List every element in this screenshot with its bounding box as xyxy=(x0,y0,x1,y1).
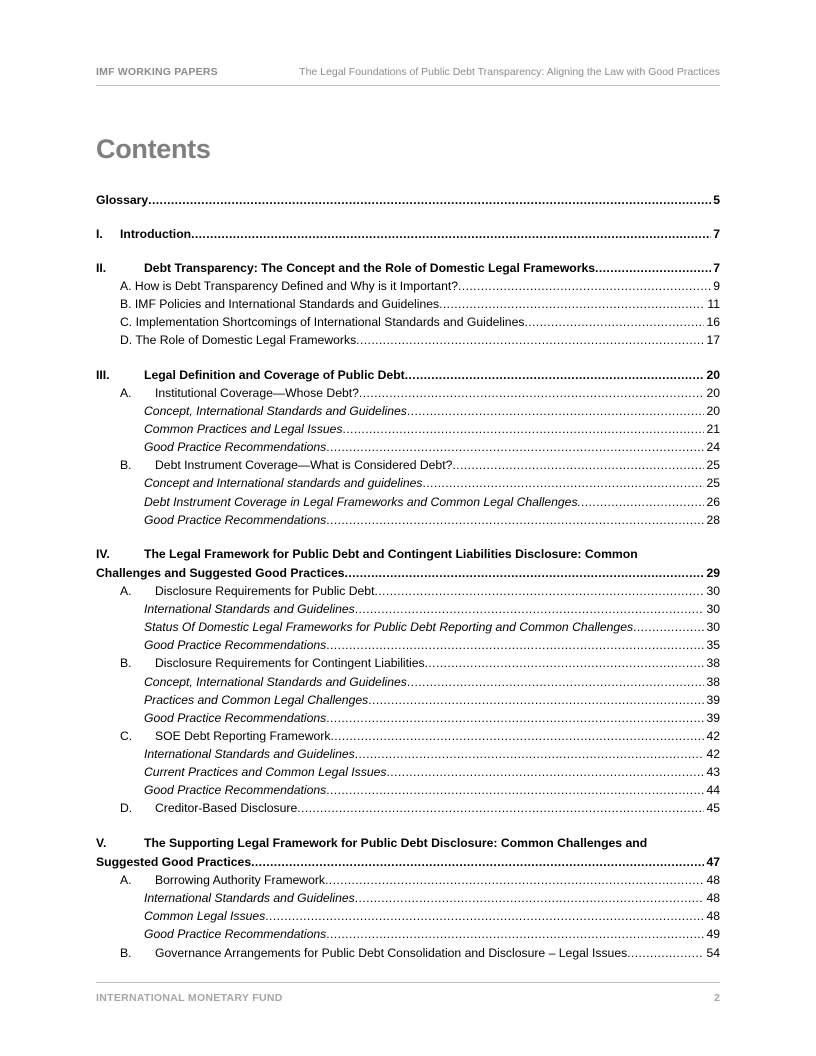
toc-entry-3a-2[interactable]: Common Practices and Legal Issues ..... 21 xyxy=(96,421,720,438)
toc-entry-5a-3[interactable]: Good Practice Recommendations ..... 49 xyxy=(96,926,720,943)
toc-entry-4a-2[interactable]: Status Of Domestic Legal Frameworks for Public Debt Reporting and Common Challenges ..... 30 xyxy=(96,619,720,636)
toc-entry-section-4-line2[interactable]: Challenges and Suggested Good Practices ..... 29 xyxy=(96,565,720,582)
header-paper-title: The Legal Foundations of Public Debt Transparency: Aligning the Law with Good Practices xyxy=(299,66,720,78)
toc-entry-glossary[interactable]: Glossary ..... 5 xyxy=(96,192,720,209)
toc-entry-4d[interactable]: D. Creditor-Based Disclosure ..... 45 xyxy=(96,800,720,817)
toc-entry-3b[interactable]: B. Debt Instrument Coverage—What is Considered Debt? ..... 25 xyxy=(96,457,720,474)
toc-entry-3a-1[interactable]: Concept, International Standards and Guidelines ..... 20 xyxy=(96,403,720,420)
toc-entry-2d[interactable]: D. The Role of Domestic Legal Frameworks ..... 17 xyxy=(96,332,720,349)
toc-entry-5a[interactable]: A. Borrowing Authority Framework ..... 48 xyxy=(96,872,720,889)
toc-entry-4b-2[interactable]: Practices and Common Legal Challenges ..... 39 xyxy=(96,692,720,709)
toc-entry-3b-2[interactable]: Debt Instrument Coverage in Legal Frameworks and Common Legal Challenges. ..... 26 xyxy=(96,494,720,511)
page-title: Contents xyxy=(96,134,211,164)
toc-entry-5b[interactable]: B. Governance Arrangements for Public Debt Consolidation and Disclosure – Legal Issues ..... 54 xyxy=(96,945,720,962)
toc-entry-4a-1[interactable]: International Standards and Guidelines ..... 30 xyxy=(96,601,720,618)
toc-entry-3a-3[interactable]: Good Practice Recommendations ..... 24 xyxy=(96,439,720,456)
toc-entry-2b[interactable]: B. IMF Policies and International Standards and Guidelines ..... 11 xyxy=(96,296,720,313)
toc-entry-section-1[interactable]: I. Introduction ..... 7 xyxy=(96,226,720,243)
toc-entry-4a-3[interactable]: Good Practice Recommendations ..... 35 xyxy=(96,637,720,654)
toc-entry-3b-3[interactable]: Good Practice Recommendations ..... 28 xyxy=(96,512,720,529)
toc-entry-2c[interactable]: C. Implementation Shortcomings of International Standards and Guidelines ..... 16 xyxy=(96,314,720,331)
toc-entry-section-5-line2[interactable]: Suggested Good Practices ..... 47 xyxy=(96,854,720,871)
toc-entry-5a-1[interactable]: International Standards and Guidelines ..... 48 xyxy=(96,890,720,907)
toc-entry-3a[interactable]: A. Institutional Coverage—Whose Debt? ..... 20 xyxy=(96,385,720,402)
toc-entry-4b[interactable]: B. Disclosure Requirements for Contingent Liabilities ..... 38 xyxy=(96,655,720,672)
toc-entry-4a[interactable]: A. Disclosure Requirements for Public Debt ..... 30 xyxy=(96,583,720,600)
toc-entry-4c[interactable]: C. SOE Debt Reporting Framework ..... 42 xyxy=(96,728,720,745)
footer-organization: INTERNATIONAL MONETARY FUND xyxy=(96,992,283,1004)
toc-entry-2a[interactable]: A. How is Debt Transparency Defined and Why is it Important? ..... 9 xyxy=(96,278,720,295)
page-footer xyxy=(96,982,720,1005)
toc-entry-section-2[interactable]: II. Debt Transparency: The Concept and the Role of Domestic Legal Frameworks ..... 7 xyxy=(96,260,720,277)
page-header xyxy=(96,66,720,86)
toc-entry-4c-1[interactable]: International Standards and Guidelines ..... 42 xyxy=(96,746,720,763)
toc-entry-section-5-line1[interactable]: V. The Supporting Legal Framework for Public Debt Disclosure: Common Challenges and xyxy=(96,836,648,850)
toc-entry-4b-3[interactable]: Good Practice Recommendations ..... 39 xyxy=(96,710,720,727)
toc-entry-5a-2[interactable]: Common Legal Issues ..... 48 xyxy=(96,908,720,925)
toc-entry-4c-2[interactable]: Current Practices and Common Legal Issues ..... 43 xyxy=(96,764,720,781)
header-series-label: IMF WORKING PAPERS xyxy=(96,66,218,78)
toc-entry-3b-1[interactable]: Concept and International standards and guidelines ..... 25 xyxy=(96,475,720,492)
toc-entry-4c-3[interactable]: Good Practice Recommendations ..... 44 xyxy=(96,782,720,799)
toc-entry-4b-1[interactable]: Concept, International Standards and Guidelines ..... 38 xyxy=(96,674,720,691)
toc-entry-section-4-line1[interactable]: IV. The Legal Framework for Public Debt and Contingent Liabilities Disclosure: Common xyxy=(96,547,638,561)
page-number: 2 xyxy=(714,992,720,1004)
toc-entry-section-3[interactable]: III. Legal Definition and Coverage of Public Debt ..... 20 xyxy=(96,367,720,384)
